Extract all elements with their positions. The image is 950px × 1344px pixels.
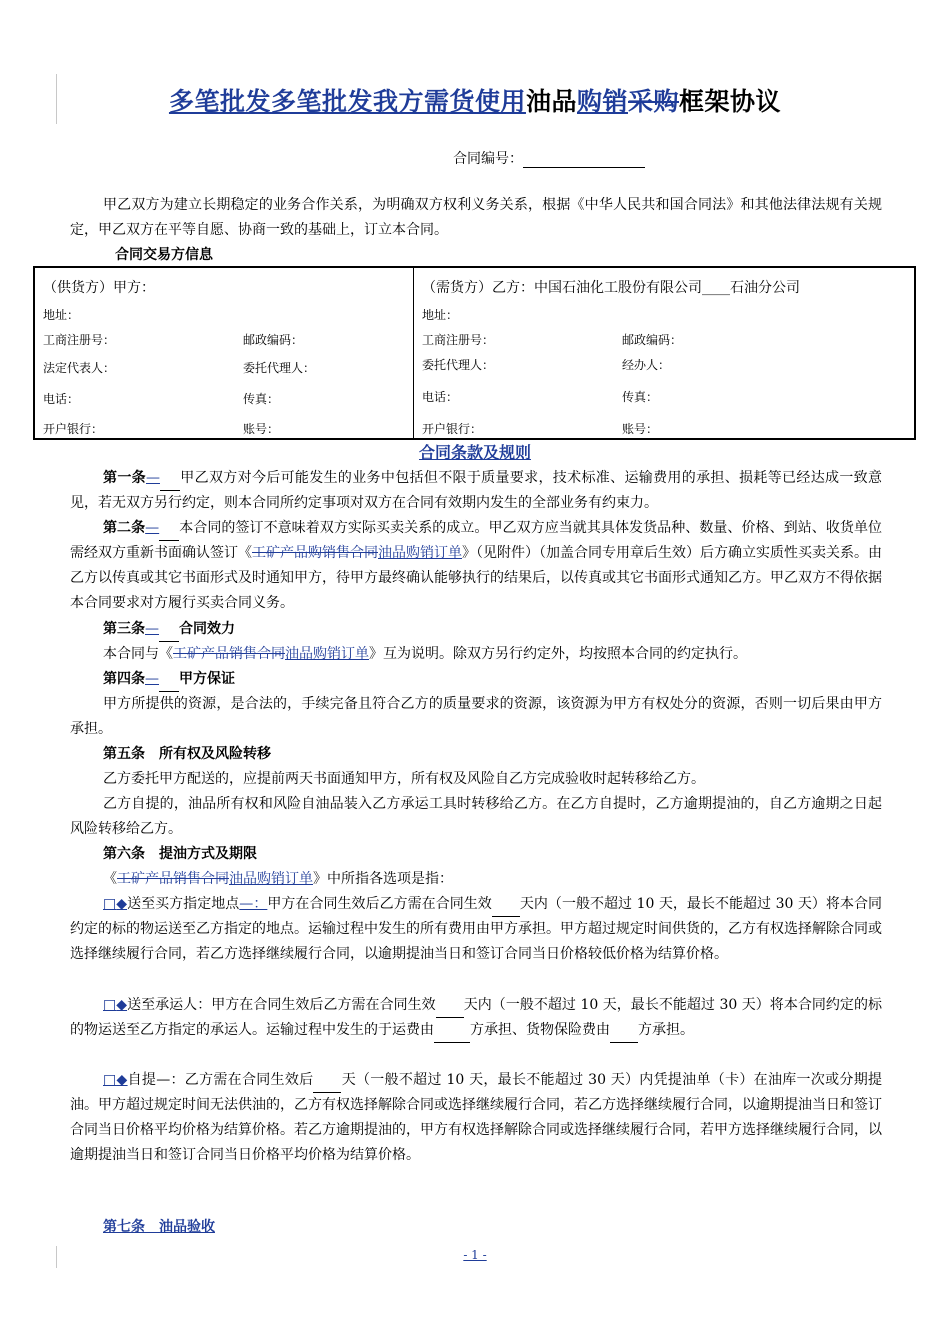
article-3-heading [70, 617, 882, 642]
article-3-blank [159, 625, 179, 642]
article-3-body-2: 》互为说明。除双方另行约定外，均按照本合同的约定执行。 [369, 646, 747, 662]
article-5-body-1: 乙方委托甲方配送的，应提前两天书面通知甲方，所有权及风险自乙方完成验收时起转移给乙方。 [103, 771, 705, 787]
option-2-diamond: ◆ [116, 997, 128, 1013]
title-plain-1: 油品 [525, 87, 577, 116]
party-section-label: 合同交易方信息 [115, 247, 213, 263]
option-1-diamond: ◆ [116, 896, 128, 912]
option-3-text-a: 乙方需在合同生效后 [184, 1072, 314, 1088]
article-1 [70, 466, 882, 516]
party-b-bank: 开户银行： [422, 422, 483, 436]
article-4-head: 第四条 [103, 671, 145, 687]
article-5-body-2: 乙方自提的，油品所有权和风险自油品装入乙方承运工具时转移给乙方。在乙方自提时，乙方逾期提油的，自乙方逾期之日起风险转移给乙方。 [70, 796, 882, 837]
option-3-days-blank [313, 1076, 341, 1093]
party-b-header-blank: ____ [702, 280, 730, 296]
party-b-account: 账号： [622, 422, 659, 436]
party-b-address: 地址： [422, 308, 459, 322]
title-deleted-1: 采购 [628, 87, 680, 116]
party-b-header [422, 277, 800, 297]
party-b-column [414, 268, 914, 438]
party-b-header-prefix: （需货方）乙方：中国石油化工股份有限公司 [422, 280, 702, 296]
party-b-header-suffix: 石油分公司 [730, 280, 800, 296]
article-6-deleted: 工矿产品销售合同 [117, 871, 229, 887]
article-4-sep: — [145, 671, 159, 687]
article-1-body: 甲乙双方对今后可能发生的业务中包括但不限于质量要求，技术标准、运输费用的承担、损耗等已经达成一致意见，若无双方另行约定，则本合同所约定事项对双方在合同有效期内发生的全部业务有约束力。 [70, 470, 883, 511]
party-a-reg-no: 工商注册号： [43, 333, 116, 347]
article-6-intro-1: 《 [103, 871, 117, 887]
party-a-header: （供货方）甲方： [43, 280, 155, 296]
option-3-sep: —： [156, 1072, 185, 1088]
option-2-text-a: 甲方在合同生效后乙方需在合同生效 [211, 997, 436, 1013]
option-delivery-to-carrier [70, 993, 882, 1043]
party-b-phone: 电话： [422, 390, 459, 404]
contract-number-label: 合同编号： [453, 151, 523, 167]
party-info-table [33, 266, 916, 440]
contract-number-blank [523, 151, 645, 168]
article-4-heading [70, 667, 882, 692]
option-2-text-d: 方承担。 [638, 1022, 694, 1038]
option-2-title: 送至承运人： [127, 997, 212, 1013]
option-2-insurance-blank [610, 1026, 638, 1043]
option-1-text-a: 甲方在合同生效后乙方需在合同生效 [267, 896, 492, 912]
article-3-title: 合同效力 [179, 621, 235, 637]
article-6-intro-2: 》中所指各选项是指： [313, 871, 453, 887]
party-a-account: 账号： [243, 422, 280, 436]
party-a-fax: 传真： [243, 392, 280, 406]
article-6-heading: 第六条 提油方式及期限 [103, 846, 257, 862]
option-2-days-blank [436, 1001, 464, 1018]
title-insert-2: 购销 [576, 87, 628, 116]
article-2-body-1: 本合同的签订不意味着双方实际买卖关系的成立。甲乙双方应当就其具体发货品种、数量、价格、到站、收货单位需经双方重新书面确认签订《 [70, 520, 882, 561]
article-3-inserted: 油品购销订单 [285, 646, 369, 662]
article-2-head: 第二条 [103, 520, 146, 536]
article-1-head: 第一条 [103, 470, 146, 486]
option-1-title: 送至买方指定地点 [127, 896, 240, 912]
article-3-body-1: 本合同与《 [103, 646, 173, 662]
article-2-body-2: 》（见附件）（加盖合同专用章后生效）后方确立实质性买卖关系。由乙方以传真或其它书面形式及时通知甲方，待甲方最终确认能够执行的结果后，以传真或其它书面形式通知乙方。甲乙双方不得依据本合同要求对方履行买卖合同义务。 [70, 545, 882, 611]
article-5-heading: 第五条 所有权及风险转移 [103, 746, 271, 762]
option-3-text-b: 天（一般不超过 10 天，最长不能超过 30 天）内凭提油单（卡）在油库一次或分期提油。甲方超过规定时间无法供油的，乙方有权选择解除合同或选择继续履行合同，若乙方选择继续履行合同，以逾期提油当日和签订合同当日价格平均价格为结算价格。若乙方逾期提油的，甲方有权选择解除合同或选择继续履行合同，若甲方选择继续履行合同，以逾期提油当日和签订合同当日价格平均价格为结算价格。 [70, 1072, 882, 1163]
article-2 [70, 516, 882, 616]
option-3-diamond: ◆ [116, 1072, 128, 1088]
party-a-bank: 开户银行： [43, 422, 104, 436]
article-3-body [70, 642, 882, 667]
party-b-reg-no: 工商注册号： [422, 333, 495, 347]
party-b-handler: 经办人： [622, 358, 671, 372]
option-delivery-to-site [70, 892, 882, 967]
article-1-blank [160, 474, 180, 491]
article-4-blank [159, 675, 179, 692]
article-1-sep: — [145, 470, 160, 486]
option-2-text-c: 方承担、货物保险费由 [470, 1022, 610, 1038]
party-a-phone: 电话： [43, 392, 80, 406]
party-a-column [35, 268, 414, 438]
party-a-legal-rep: 法定代表人： [43, 361, 116, 375]
option-1-checkbox[interactable]: □ [103, 896, 117, 912]
article-2-inserted: 油品购销订单 [378, 545, 462, 561]
party-b-postcode: 邮政编码： [622, 333, 683, 347]
title-insert-1: 多笔批发多笔批发我方需货使用 [168, 87, 526, 116]
article-7-heading: 第七条 油品验收 [103, 1219, 215, 1235]
option-self-pickup [70, 1068, 882, 1168]
article-2-sep: — [145, 520, 160, 536]
option-1-text-b: 天内（一般不超过 10 天，最长不能超过 30 天）将本合同约定的标的物运送至乙方指定的地点。运输过程中发生的所有费用由甲方承担。甲方超过规定时间供货的，乙方有权选择解除合同或选择继续履行合同，若乙方选择继续履行合同，以逾期提油当日和签订合同当日价格较低价格为结算价格。 [70, 896, 883, 962]
intro-paragraph: 甲乙双方为建立长期稳定的业务合作关系，为明确双方权利义务关系，根据《中华人民共和国合同法》和其他法律法规有关规定，甲乙双方在平等自愿、协商一致的基础上，订立本合同。 [70, 197, 882, 238]
party-b-agent: 委托代理人： [422, 358, 495, 372]
article-3-sep: — [145, 621, 159, 637]
document-title [0, 82, 950, 118]
contract-number-line [453, 148, 645, 168]
option-3-checkbox[interactable]: □ [103, 1072, 117, 1088]
option-1-days-blank [492, 900, 520, 917]
page-number: - 1 - [463, 1248, 487, 1262]
option-2-checkbox[interactable]: □ [103, 997, 117, 1013]
clause-heading: 合同条款及规则 [418, 443, 531, 462]
article-3-head: 第三条 [103, 621, 145, 637]
option-3-title: 自提 [127, 1072, 157, 1088]
article-6-inserted: 油品购销订单 [229, 871, 313, 887]
article-4-title: 甲方保证 [179, 671, 235, 687]
article-3-deleted: 工矿产品销售合同 [173, 646, 285, 662]
party-a-address: 地址： [43, 308, 80, 322]
party-a-agent: 委托代理人： [243, 361, 316, 375]
article-2-deleted: 工矿产品购销售合同 [252, 545, 378, 561]
article-6-intro [70, 867, 882, 892]
party-a-postcode: 邮政编码： [243, 333, 304, 347]
option-2-freight-blank [434, 1026, 470, 1043]
option-1-sep: —： [239, 896, 268, 912]
party-b-fax: 传真： [622, 390, 659, 404]
title-plain-2: 框架协议 [679, 87, 782, 116]
article-2-blank [159, 524, 179, 541]
option-2-text-b: 天内（一般不超过 10 天，最长不能超过 30 天）将本合同约定的标的物运送至乙方指定的承运人。运输过程中发生的于运费由 [70, 997, 882, 1038]
article-4-body: 甲方所提供的资源，是合法的，手续完备且符合乙方的质量要求的资源，该资源为甲方有权处分的资源，否则一切后果由甲方承担。 [70, 696, 882, 737]
